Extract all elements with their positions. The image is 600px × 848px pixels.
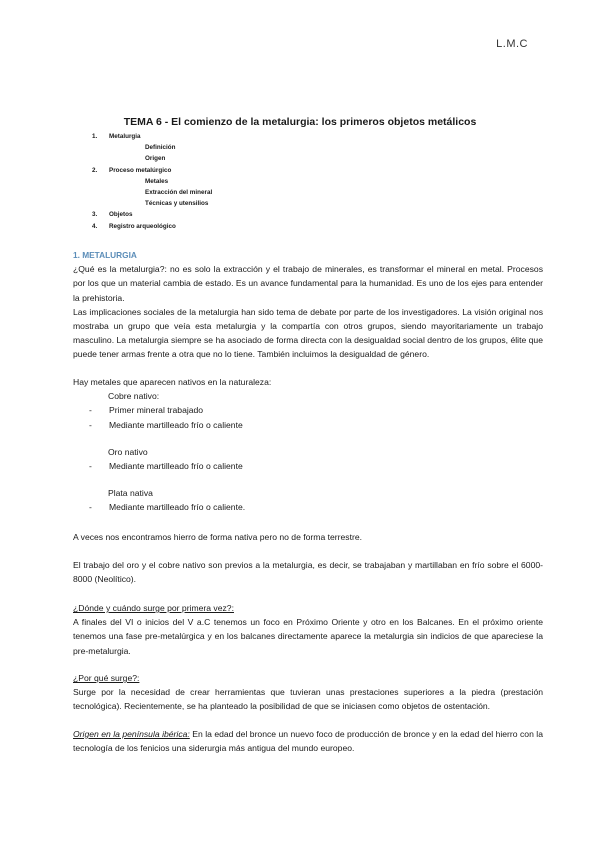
- list-item: [73, 418, 543, 432]
- iberia-label: Origen en la península ibérica:: [73, 729, 190, 739]
- list-dash: -: [89, 461, 92, 472]
- list-item-text: Mediante martilleado frío o caliente: [109, 461, 243, 472]
- list-dash: -: [89, 419, 92, 430]
- toc-label: Objetos: [109, 211, 133, 219]
- toc-label: Proceso metalúrgico: [109, 166, 172, 174]
- paragraph-definition: ¿Qué es la metalurgia?: no es solo la extracción y el trabajo de minerales, es transformar el mineral en metal. Procesos por los que un material cambia de estado. Es un avance fundamental para la humanidad. Es uno de los ejes para entender la prehistoria.: [73, 264, 543, 303]
- toc-number: 2.: [92, 166, 98, 174]
- list-item-text: Primer mineral trabajado: [109, 405, 204, 416]
- section-metalurgia: [73, 248, 543, 362]
- document-title: TEMA 6 - El comienzo de la metalurgia: los primeros objetos metálicos: [123, 116, 477, 128]
- toc-subitem: Origen: [145, 155, 166, 163]
- toc-subitem: Definición: [145, 144, 176, 152]
- why-block: [73, 671, 543, 714]
- toc-item: [92, 131, 212, 142]
- toc-subitem: Extracción del mineral: [145, 189, 213, 197]
- why-answer: Surge por la necesidad de crear herramientas que tuvieran unas prestaciones superiores a la piedra (prestación tecnológica). Recientemente, se ha planteado la posibilidad de que se iniciasen como objetos de ostentación.: [73, 687, 543, 712]
- toc-number: 4.: [92, 222, 98, 230]
- toc-item: [92, 209, 212, 220]
- where-when-answer: A finales del VI o inicios del V a.C tenemos un foco en Próximo Oriente y otro en los Balcanes. En el próximo oriente tenemos una fase pre-metalúrgica y en los balcanes directamente aparece la metalurgia sin indicios de que apareciese la pre-metalurgia.: [73, 617, 543, 656]
- toc-subitem: Técnicas y utensilios: [145, 200, 209, 208]
- paragraph-iron: A veces nos encontramos hierro de forma nativa pero no de forma terrestre.: [73, 532, 362, 542]
- silver-block: [73, 486, 543, 514]
- paragraph-social-implications: Las implicaciones sociales de la metalurgia han sido tema de debate por parte de los investigadores. La visión original nos mostraba un grupo que veía esta metalurgia y la compartía con otros grupos, siendo mayoritariamente un trabajo masculino. La metalurgia siempre se ha asociado de forma directa con la desigualdad social dentro de los grupos, élite que puede tener armas frente a otra que no lo tiene. También incluimos la desigualdad de género.: [73, 306, 543, 360]
- iberia-text: En la edad del bronce un nuevo foco de producción de bronce y en la edad del hierro con la tecnología de los fenicios una siderurgia más antigua del mundo europeo.: [73, 729, 543, 754]
- list-item-text: Mediante martilleado frío o caliente.: [109, 502, 246, 513]
- toc-item: [92, 165, 212, 176]
- why-question: ¿Por qué surge?:: [73, 673, 140, 683]
- where-when-block: [73, 601, 543, 658]
- toc-number: 1.: [92, 133, 98, 140]
- native-metals-block: [73, 375, 543, 432]
- toc-item: [92, 221, 212, 232]
- toc-subitem: Metales: [145, 177, 169, 185]
- list-item-text: Mediante martilleado frío o caliente: [109, 419, 243, 430]
- list-dash: -: [89, 405, 92, 416]
- toc-number: 3.: [92, 211, 98, 219]
- iberia-paragraph: [73, 727, 543, 755]
- gold-label: Oro nativo: [108, 447, 148, 457]
- list-item: [73, 459, 543, 473]
- paragraph-gold-copper: El trabajo del oro y el cobre nativo son previos a la metalurgia, es decir, se trabajaban y martillaban en frío sobre el 6000-8000 (Neolítico).: [73, 560, 543, 585]
- list-item: [73, 403, 543, 417]
- native-metals-intro: Hay metales que aparecen nativos en la naturaleza:: [73, 377, 272, 387]
- toc-label: Registro arqueológico: [109, 222, 176, 230]
- toc-label: Metalurgia: [109, 133, 141, 140]
- list-dash: -: [89, 502, 92, 513]
- copper-label: Cobre nativo:: [108, 391, 160, 402]
- silver-label: Plata nativa: [108, 488, 153, 498]
- author-initials: L.M.C: [496, 38, 528, 50]
- table-of-contents: [92, 131, 212, 232]
- list-item: [73, 500, 543, 514]
- section-heading: 1. METALURGIA: [73, 250, 137, 260]
- gold-block: [73, 445, 543, 473]
- where-when-question: ¿Dónde y cuándo surge por primera vez?:: [73, 603, 234, 613]
